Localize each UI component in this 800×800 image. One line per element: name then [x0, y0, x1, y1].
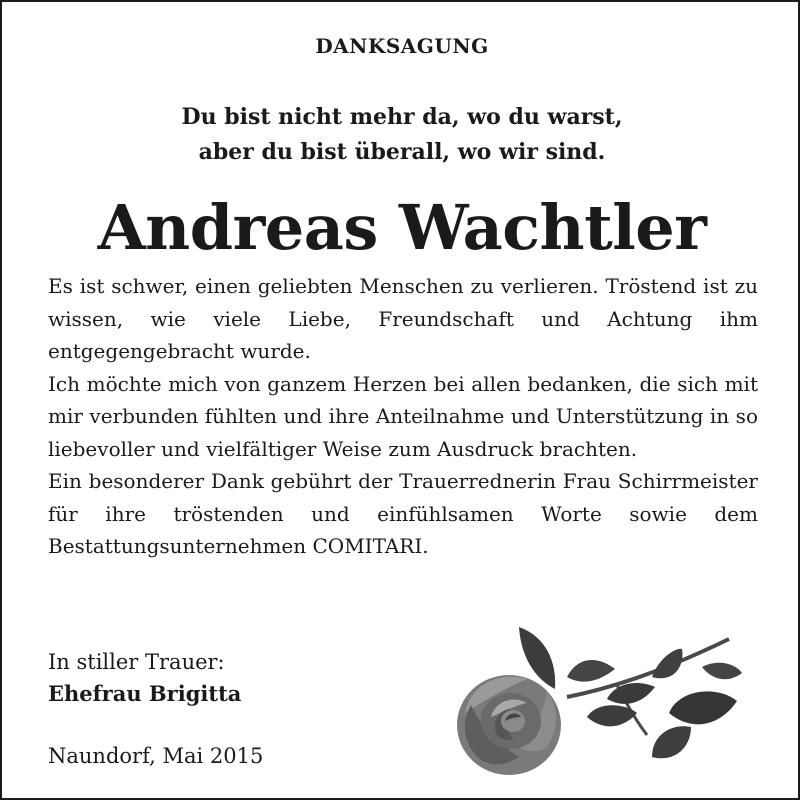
place-date: Naundorf, Mai 2015 — [48, 744, 264, 768]
quote-line: aber du bist überall, wo wir sind. — [198, 139, 606, 165]
deceased-name: Andreas Wachtler — [97, 191, 707, 264]
paragraph: Es ist schwer, einen geliebten Menschen zu verlieren. Tröstend ist zu wissen, wie viele Liebe, Freundschaft und Achtung ihm entgegengebracht wurde. — [48, 274, 758, 363]
signoff-label: In stiller Trauer: — [48, 650, 225, 674]
paragraph: Ich möchte mich von ganzem Herzen bei allen bedanken, die sich mit mir verbunden fühlten und ihre Anteilnahme und Unterstützung in so liebevoller und vielfältiger Weise zum Ausdruck brachten. — [48, 371, 758, 461]
signer-name: Ehefrau Brigitta — [48, 681, 242, 706]
signoff — [48, 646, 241, 710]
thanks-text — [48, 270, 758, 563]
rose-icon — [447, 617, 747, 787]
notice-heading: DANKSAGUNG — [315, 34, 489, 58]
paragraph: Ein besonderer Dank gebührt der Trauerrednerin Frau Schirrmeister für ihre tröstenden und einfühlsamen Worte sowie dem Bestattungsunternehmen COMITARI. — [48, 469, 758, 558]
quote-line: Du bist nicht mehr da, wo du warst, — [181, 104, 623, 130]
memorial-quote — [2, 100, 800, 170]
